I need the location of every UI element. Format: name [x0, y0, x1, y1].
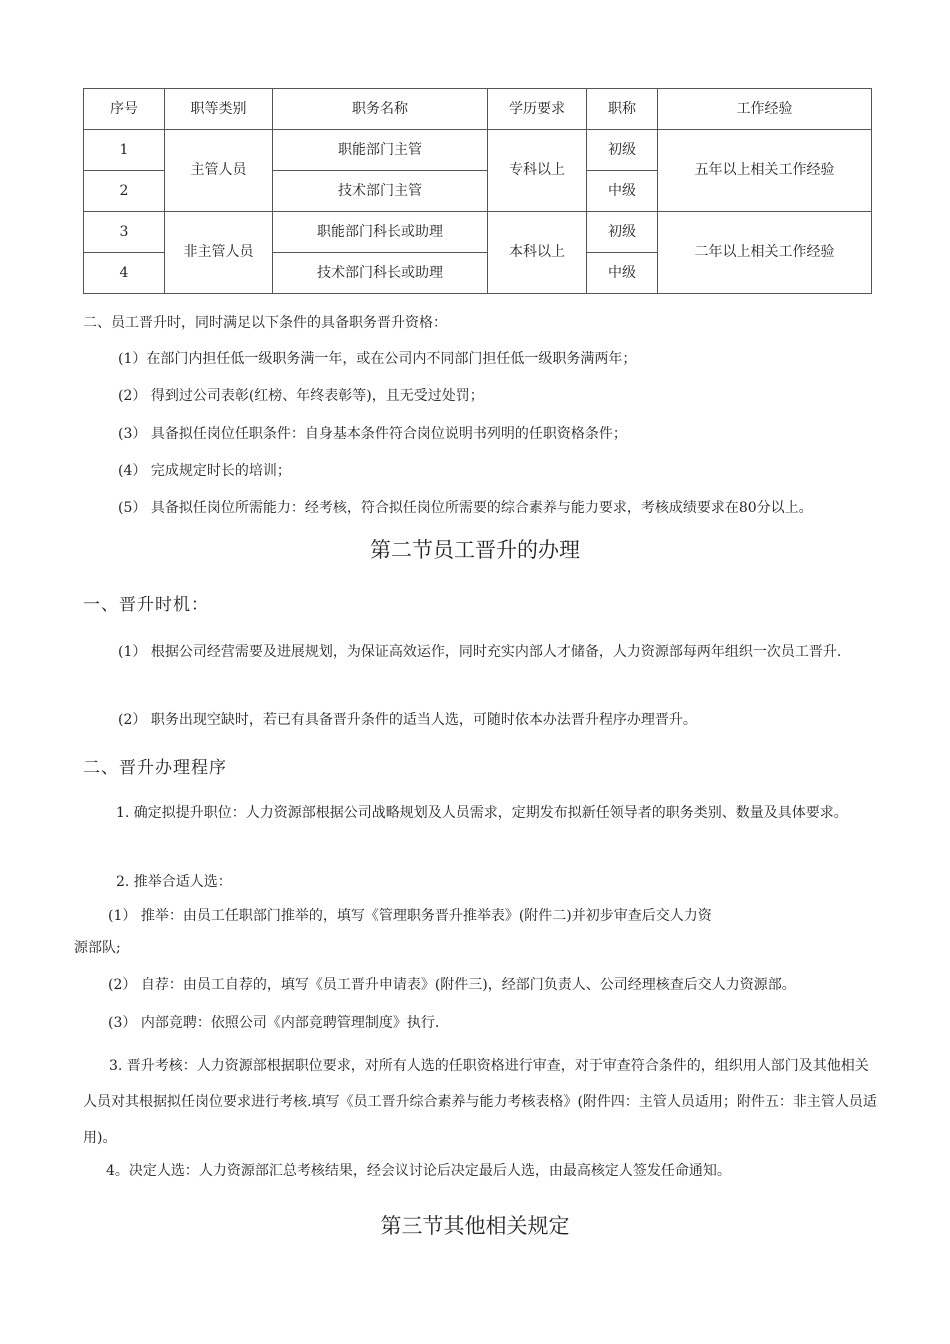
- procedure-substep: (3） 内部竞聘：依照公司《内部竞聘管理制度》执行.: [108, 1015, 440, 1031]
- timing-item: (1） 根据公司经营需要及进展规划，为保证高效运作，同时充实内部人才储备，人力资源部每两年组织一次员工晋升.: [118, 644, 842, 660]
- cell-title: 技术部门科长或助理: [273, 253, 488, 294]
- condition-item: (2） 得到过公司表彰(红榜、年终表彰等)，且无受过处罚；: [118, 388, 484, 404]
- qualification-table: [83, 88, 872, 294]
- condition-item: (4） 完成规定时长的培训；: [118, 463, 291, 479]
- cell-no: 1: [84, 130, 165, 171]
- procedure-substep: (2） 自荐：由员工自荐的，填写《员工晋升申请表》(附件三)，经部门负责人、公司经理核查后交人力资源部。: [108, 977, 796, 993]
- section-title: 第三节其他相关规定: [380, 1214, 570, 1238]
- section-title: 第二节员工晋升的办理: [370, 538, 580, 562]
- cell-no: 4: [84, 253, 165, 294]
- procedure-step: 1. 确定拟提升职位：人力资源部根据公司战略规划及人员需求，定期发布拟新任领导者的职务类别、数量及具体要求。: [116, 805, 848, 821]
- subsection-heading: 二、晋升办理程序: [83, 758, 227, 778]
- cell-rank: 中级: [587, 253, 658, 294]
- procedure-substep: (1） 推举：由员工任职部门推举的，填写《管理职务晋升推举表》(附件二)并初步审查后交人力资: [108, 908, 712, 924]
- cell-title: 职能部门主管: [273, 130, 488, 171]
- cell-education: 专科以上: [488, 130, 587, 212]
- procedure-step: 2. 推举合适人选：: [116, 874, 232, 890]
- cell-experience: 二年以上相关工作经验: [658, 212, 872, 294]
- cell-rank: 初级: [587, 212, 658, 253]
- header-rank: 职称: [587, 89, 658, 130]
- cell-no: 2: [84, 171, 165, 212]
- table-header-row: [84, 89, 872, 130]
- procedure-substep-continued: 源部队;: [74, 940, 121, 956]
- table-row: [84, 130, 872, 171]
- cell-education: 本科以上: [488, 212, 587, 294]
- header-experience: 工作经验: [658, 89, 872, 130]
- procedure-step: 4。决定人选：人力资源部汇总考核结果，经会议讨论后决定最后人选，由最高核定人签发任命通知。: [106, 1163, 731, 1179]
- header-category: 职等类别: [165, 89, 273, 130]
- condition-item: (1）在部门内担任低一级职务满一年，或在公司内不同部门担任低一级职务满两年；: [118, 351, 637, 367]
- subsection-heading: 一、晋升时机：: [83, 595, 209, 615]
- cell-rank: 初级: [587, 130, 658, 171]
- cell-category: 主管人员: [165, 130, 273, 212]
- timing-item: (2） 职务出现空缺时，若已有具备晋升条件的适当人选，可随时依本办法晋升程序办理晋升。: [118, 712, 697, 728]
- cell-no: 3: [84, 212, 165, 253]
- procedure-step: 3. 晋升考核：人力资源部根据职位要求，对所有人选的任职资格进行审查，对于审查符合条件的，组织用人部门及其他相关人员对其根据拟任岗位要求进行考核.填写《员工晋升综合素养与能力考核表格》(附件四：主管人员适用；附件五：非主管人员适用)。: [83, 1058, 877, 1146]
- condition-item: (5） 具备拟任岗位所需能力：经考核，符合拟任岗位所需要的综合素养与能力要求，考核成绩要求在80分以上。: [118, 500, 813, 516]
- cell-rank: 中级: [587, 171, 658, 212]
- condition-item: (3） 具备拟任岗位任职条件：自身基本条件符合岗位说明书列明的任职资格条件；: [118, 426, 627, 442]
- table-row: [84, 212, 872, 253]
- cell-experience: 五年以上相关工作经验: [658, 130, 872, 212]
- header-education: 学历要求: [488, 89, 587, 130]
- cell-category: 非主管人员: [165, 212, 273, 294]
- cell-title: 技术部门主管: [273, 171, 488, 212]
- header-no: 序号: [84, 89, 165, 130]
- header-title: 职务名称: [273, 89, 488, 130]
- cell-title: 职能部门科长或助理: [273, 212, 488, 253]
- promotion-conditions-intro: 二、员工晋升时，同时满足以下条件的具备职务晋升资格：: [83, 315, 447, 331]
